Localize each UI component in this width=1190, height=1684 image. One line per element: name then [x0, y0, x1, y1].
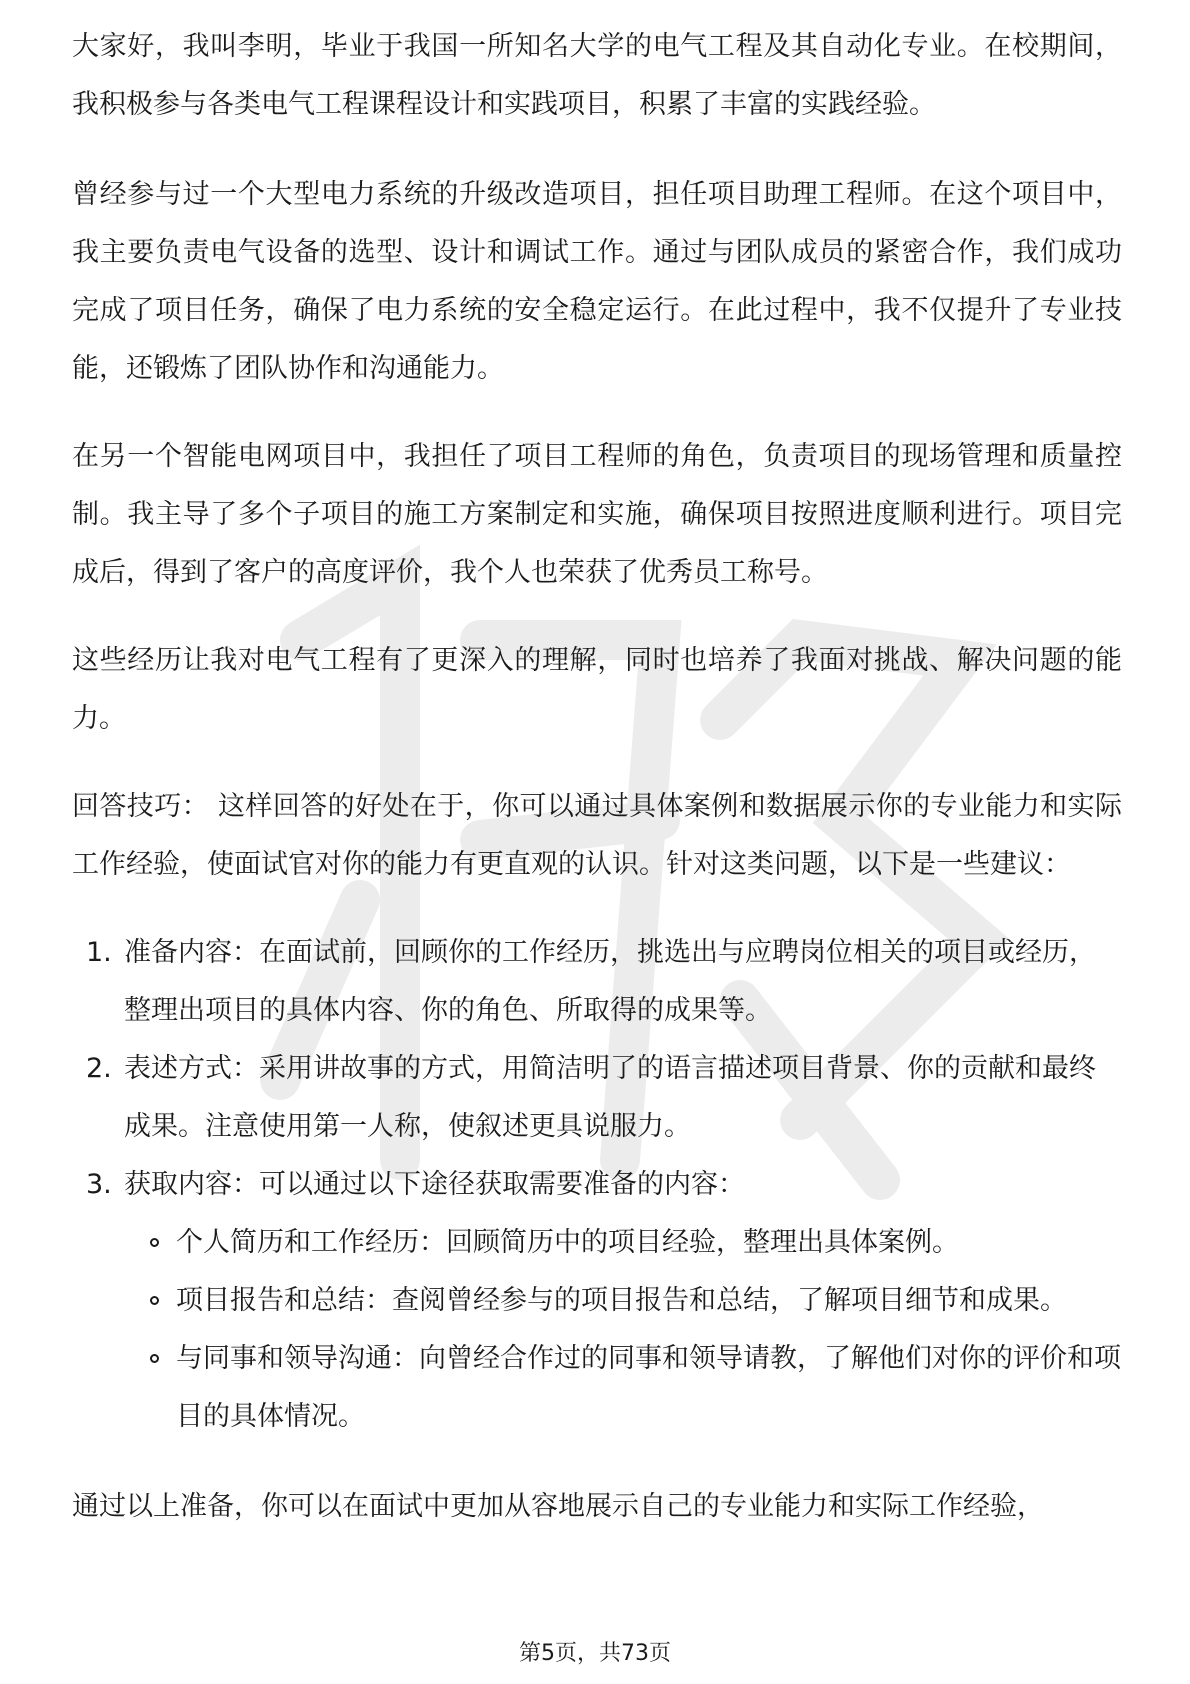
list-number: 3. — [86, 1169, 112, 1200]
intro-paragraph: 大家好，我叫李明，毕业于我国一所知名大学的电气工程及其自动化专业。在校期间，我积极参与各类电气工程课程设计和实践项目，积累了丰富的实践经验。 — [72, 31, 1122, 120]
sub-list-item-text: 项目报告和总结：查阅曾经参与的项目报告和总结，了解项目细节和成果。 — [176, 1285, 1067, 1316]
tips-list — [72, 924, 1122, 1446]
list-item-text: 表述方式：采用讲故事的方式，用简洁明了的语言描述项目背景、你的贡献和最终成果。注意使用第一人称，使叙述更具说服力。 — [124, 1053, 1096, 1142]
list-item-text: 获取内容：可以通过以下途径获取需要准备的内容： — [124, 1169, 745, 1200]
project-paragraph-2: 在另一个智能电网项目中，我担任了项目工程师的角色，负责项目的现场管理和质量控制。我主导了多个子项目的施工方案制定和实施，确保项目按照进度顺利进行。项目完成后，得到了客户的高度评价，我个人也荣获了优秀员工称号。 — [72, 441, 1122, 588]
list-number: 2. — [86, 1053, 112, 1084]
sub-list-item — [124, 1214, 1122, 1272]
circle-bullet-icon — [150, 1296, 159, 1305]
closing-paragraph: 通过以上准备，你可以在面试中更加从容地展示自己的专业能力和实际工作经验， — [72, 1491, 1044, 1522]
list-item — [72, 1156, 1122, 1446]
list-item — [72, 924, 1122, 1040]
page-number: 第5页，共73页 — [519, 1641, 671, 1666]
sub-list-item-text: 与同事和领导沟通：向曾经合作过的同事和领导请教，了解他们对你的评价和项目的具体情况。 — [176, 1343, 1121, 1432]
list-item-text: 准备内容：在面试前，回顾你的工作经历，挑选出与应聘岗位相关的项目或经历，整理出项目的具体内容、你的角色、所取得的成果等。 — [124, 937, 1096, 1026]
tips-paragraph: 回答技巧： 这样回答的好处在于，你可以通过具体案例和数据展示你的专业能力和实际工作经验，使面试官对你的能力有更直观的认识。针对这类问题，以下是一些建议： — [72, 791, 1122, 880]
document-body — [72, 0, 1122, 1566]
sub-list-item — [124, 1330, 1122, 1446]
project-paragraph-1: 曾经参与过一个大型电力系统的升级改造项目，担任项目助理工程师。在这个项目中，我主要负责电气设备的选型、设计和调试工作。通过与团队成员的紧密合作，我们成功完成了项目任务，确保了电力系统的安全稳定运行。在此过程中，我不仅提升了专业技能，还锻炼了团队协作和沟通能力。 — [72, 179, 1122, 384]
list-item — [72, 1040, 1122, 1156]
circle-bullet-icon — [150, 1238, 159, 1247]
sub-list — [124, 1214, 1122, 1446]
sub-list-item — [124, 1272, 1122, 1330]
list-number: 1. — [86, 937, 112, 968]
sub-list-item-text: 个人简历和工作经历：回顾简历中的项目经验，整理出具体案例。 — [176, 1227, 959, 1258]
summary-paragraph: 这些经历让我对电气工程有了更深入的理解，同时也培养了我面对挑战、解决问题的能力。 — [72, 645, 1122, 734]
circle-bullet-icon — [150, 1354, 159, 1363]
